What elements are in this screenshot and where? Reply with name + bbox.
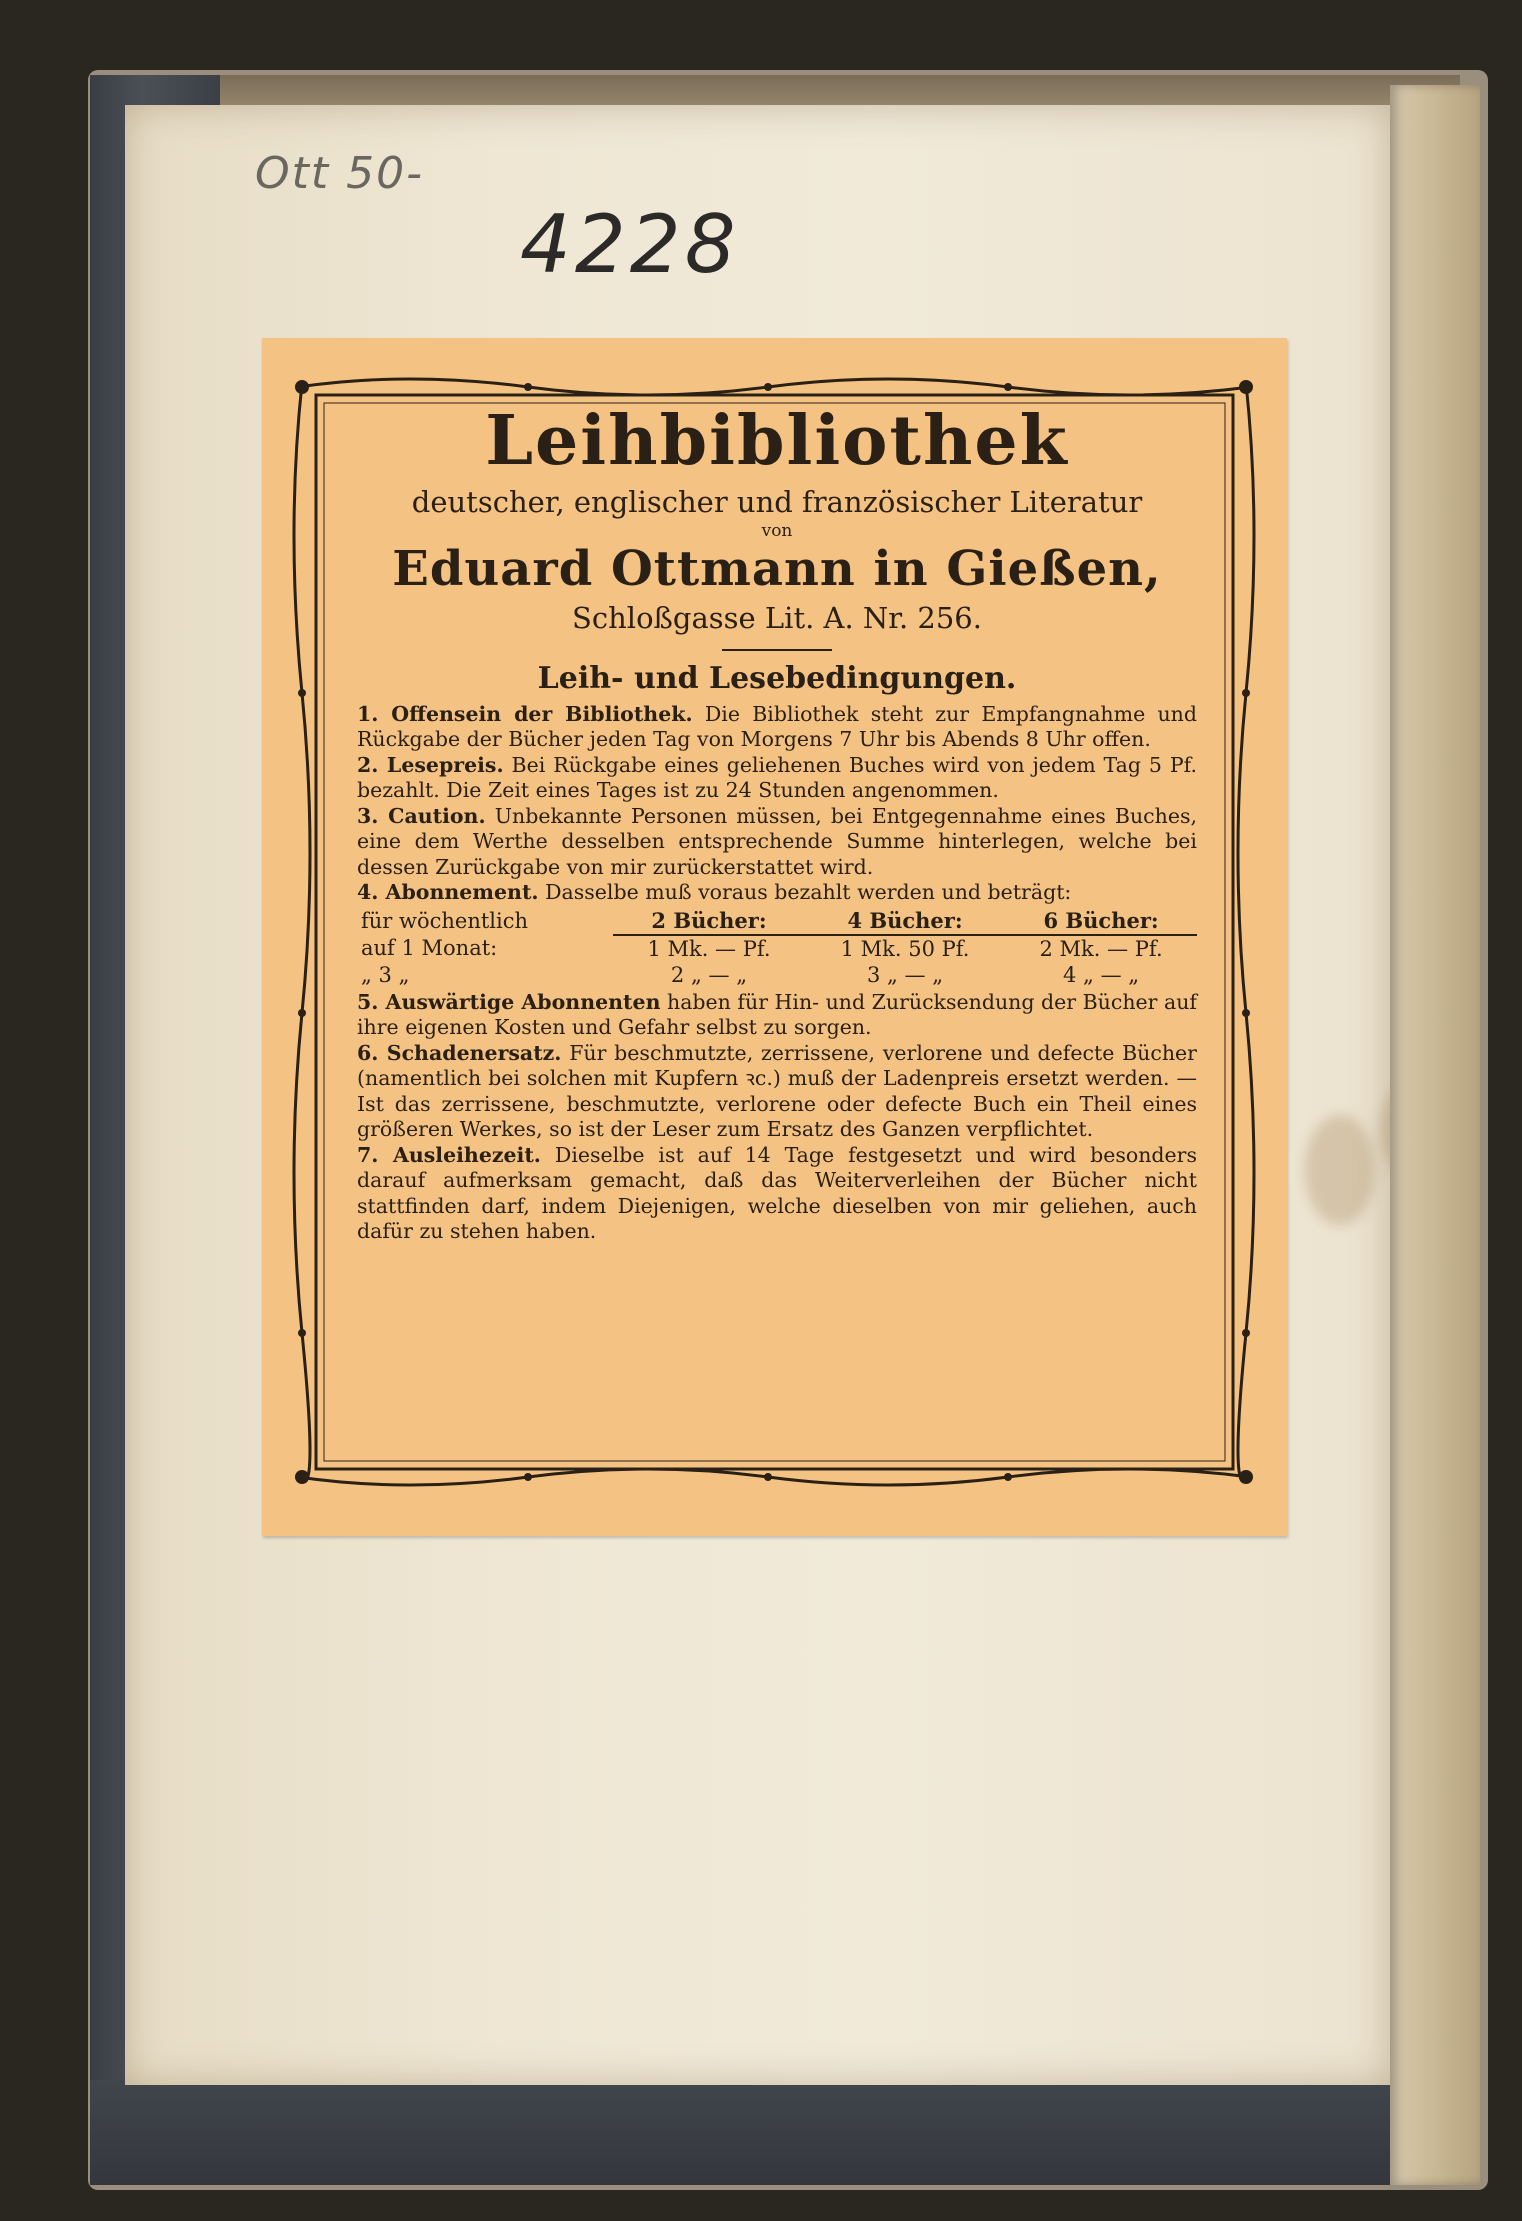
conditions-heading: Leih- und Lesebedingungen. bbox=[537, 660, 1017, 696]
price-cell: 4 „ — „ bbox=[1062, 962, 1140, 987]
price-header-row bbox=[357, 908, 1197, 935]
label-von: von bbox=[761, 520, 793, 541]
price-row-label: auf 1 Monat: bbox=[361, 936, 498, 961]
owner-address: Schloßgasse Lit. A. Nr. 256. bbox=[572, 600, 982, 635]
price-col-6: 6 Bücher: bbox=[1005, 908, 1197, 935]
rule-4: 4. Abonnement. Dasselbe muß voraus bezahlt werden und beträgt: bbox=[357, 880, 1072, 905]
price-cell: 2 „ — „ bbox=[670, 962, 748, 987]
rule-3: 3. Caution. Unbekannte Personen müssen, bei Entgegennahme eines Buches, eine dem Werthe desselben entsprechende Summe hinterlegen, welche bei dessen Zurückgabe von mir zurückerstattet wird. bbox=[357, 803, 1198, 879]
price-table bbox=[357, 908, 1197, 988]
rule-5: 5. Auswärtige Abonnenten haben für Hin- und Zurücksendung der Bücher auf ihre eigenen Kosten und Gefahr selbst zu sorgen. bbox=[357, 989, 1197, 1040]
label-content bbox=[357, 398, 1197, 1245]
foxing-stain bbox=[1305, 1115, 1375, 1225]
price-header-label: für wöchentlich bbox=[361, 909, 529, 934]
rule-6: 6. Schadenersatz. Für beschmutzte, zerrissene, verlorene und defecte Bücher (namentlich bei solchen mit Kupfern ꝛc.) muß der Ladenpreis ersetzt werden. — Ist das zerrissene, beschmutzte, verlorene oder defecte Buch ein Theil eines größeren Werkes, so ist der Leser zum Ersatz des Ganzen verpflichtet. bbox=[357, 1040, 1197, 1142]
price-row bbox=[357, 935, 1197, 962]
label-title: Leihbibliothek bbox=[485, 401, 1069, 481]
price-col-2: 2 Bücher: bbox=[613, 908, 805, 935]
handwritten-number: 4228 bbox=[520, 198, 740, 291]
price-row bbox=[357, 962, 1197, 988]
rule-1: 1. Offensein der Bibliothek. Die Bibliothek steht zur Empfangnahme und Rückgabe der Bücher jeden Tag von Morgens 7 Uhr bis Abends 8 Uhr offen. bbox=[357, 701, 1197, 752]
price-cell: 3 „ — „ bbox=[866, 962, 944, 987]
price-cell: 1 Mk. 50 Pf. bbox=[840, 936, 970, 961]
price-cell: 2 Mk. — Pf. bbox=[1039, 936, 1163, 961]
price-row-label: „ 3 „ bbox=[361, 962, 410, 987]
label-subtitle: deutscher, englischer und französischer Literatur bbox=[411, 484, 1143, 519]
board-bottom-edge bbox=[90, 2080, 1460, 2185]
price-cell: 1 Mk. — Pf. bbox=[647, 936, 771, 961]
price-col-4: 4 Bücher: bbox=[805, 908, 1005, 935]
library-label bbox=[262, 338, 1287, 1536]
rule-7: 7. Ausleihezeit. Dieselbe ist auf 14 Tage festgesetzt und wird besonders darauf aufmerksam gemacht, daß das Weiterverleihen der Bücher nicht stattfinden darf, indem Diejenigen, welche dieselben von mir geliehen, auch dafür zu stehen haben. bbox=[357, 1142, 1197, 1244]
divider bbox=[722, 649, 832, 651]
owner-name: Eduard Ottmann in Gießen, bbox=[392, 540, 1162, 597]
handwritten-shelfmark: Ott 50- bbox=[255, 148, 424, 199]
spine-gutter bbox=[1390, 85, 1480, 2185]
rule-2: 2. Lesepreis. Bei Rückgabe eines geliehenen Buches wird von jedem Tag 5 Pf. bezahlt. Die Zeit eines Tages ist zu 24 Stunden angenommen. bbox=[357, 752, 1197, 803]
